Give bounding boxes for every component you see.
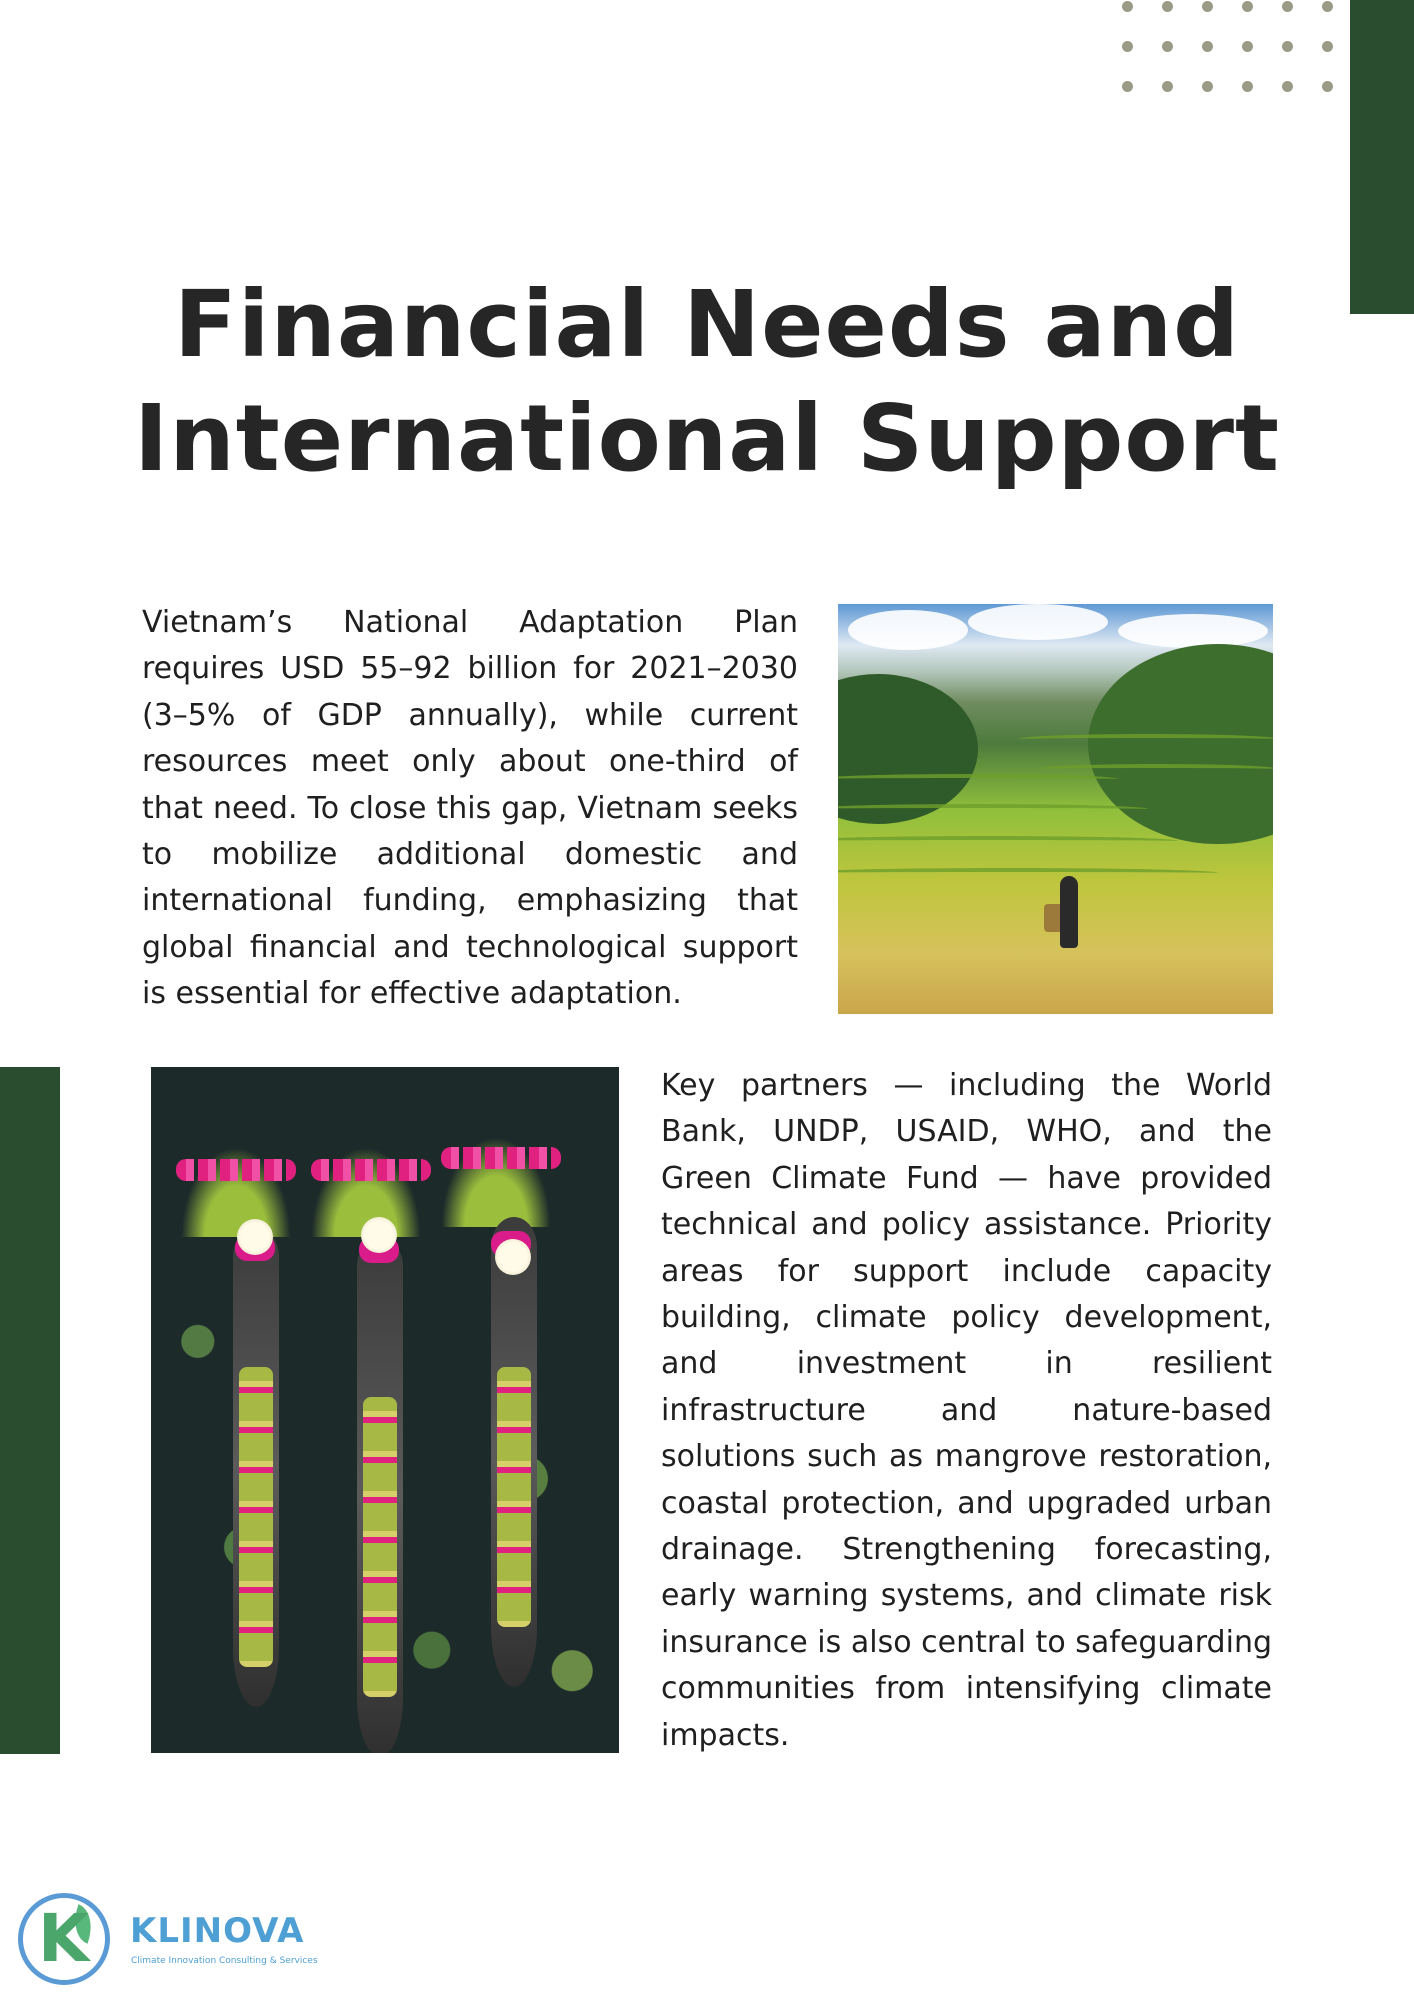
- dot-icon: [1122, 41, 1133, 52]
- dot-icon: [1122, 1, 1133, 12]
- logo-name: KLINOVA: [130, 1911, 305, 1951]
- paragraph-funding-needs: Vietnam’s National Adaptation Plan requires USD 55–92 billion for 2021–2030 (3–5% of GDP annually), while current resources meet only about one-third of that need. To close this gap, Vietnam seeks to mobilize additional domestic and international funding, emphasizing that global financial and technological support is essential for effective adaptation.: [142, 605, 798, 1012]
- dot-icon: [1162, 81, 1173, 92]
- terrace-line: [1038, 764, 1273, 774]
- conical-hat: [361, 1217, 397, 1253]
- photo-boats-water-lilies: [151, 1067, 619, 1753]
- dot-icon: [1282, 1, 1293, 12]
- dot-icon: [1282, 41, 1293, 52]
- terrace-line: [1018, 734, 1273, 744]
- dot-icon: [1202, 81, 1213, 92]
- title-line-2: International Support: [134, 385, 1280, 492]
- dot-icon: [1322, 81, 1333, 92]
- hill-shape: [838, 674, 978, 824]
- page-title: [120, 268, 1294, 496]
- dot-icon: [1162, 41, 1173, 52]
- dot-icon: [1282, 81, 1293, 92]
- cloud-shape: [968, 604, 1108, 640]
- dot-icon: [1202, 1, 1213, 12]
- paragraph-international-partners: Key partners — including the World Bank, UNDP, USAID, WHO, and the Green Climate Fund — have provided technical and policy assistance. Priority areas for support include capacity building, climate policy development, and investment in resilient infrastructure and nature-based solutions such as mangrove restoration, coastal protection, and upgraded urban drainage. Strengthening forecasting, early warning systems, and climate risk insurance is also central to safeguarding communities from intensifying climate impacts.: [661, 1068, 1272, 1753]
- accent-bar-left: [0, 1067, 60, 1754]
- logo-tagline: Climate Innovation Consulting & Services: [131, 1956, 318, 1966]
- title-line-1: Financial Needs and: [173, 271, 1241, 378]
- farmer-figure: [1060, 876, 1078, 948]
- terrace-line: [838, 804, 1148, 814]
- dot-icon: [1122, 81, 1133, 92]
- dot-icon: [1322, 1, 1333, 12]
- logo-k-icon: K: [38, 1900, 90, 1977]
- dot-icon: [1202, 41, 1213, 52]
- hill-shape: [1088, 644, 1273, 844]
- dot-icon: [1242, 81, 1253, 92]
- reed-stack: [363, 1397, 397, 1697]
- dot-icon: [1162, 1, 1173, 12]
- accent-bar-top-right: [1350, 0, 1414, 314]
- flower-band: [176, 1159, 296, 1181]
- conical-hat: [237, 1219, 273, 1255]
- dot-icon: [1242, 41, 1253, 52]
- flower-band: [311, 1159, 431, 1181]
- dot-icon: [1242, 1, 1253, 12]
- photo-terraced-rice-fields: [838, 604, 1273, 1014]
- terrace-line: [838, 774, 1118, 784]
- terrace-line: [838, 868, 1218, 878]
- dot-grid-decoration: [1122, 0, 1382, 100]
- reed-stack: [497, 1367, 531, 1627]
- cloud-shape: [848, 610, 968, 650]
- dot-icon: [1322, 41, 1333, 52]
- terrace-line: [838, 836, 1178, 846]
- company-logo: [18, 1893, 318, 1985]
- cloud-shape: [1118, 614, 1268, 648]
- flower-band: [441, 1147, 561, 1169]
- reed-stack: [239, 1367, 273, 1667]
- conical-hat: [495, 1239, 531, 1275]
